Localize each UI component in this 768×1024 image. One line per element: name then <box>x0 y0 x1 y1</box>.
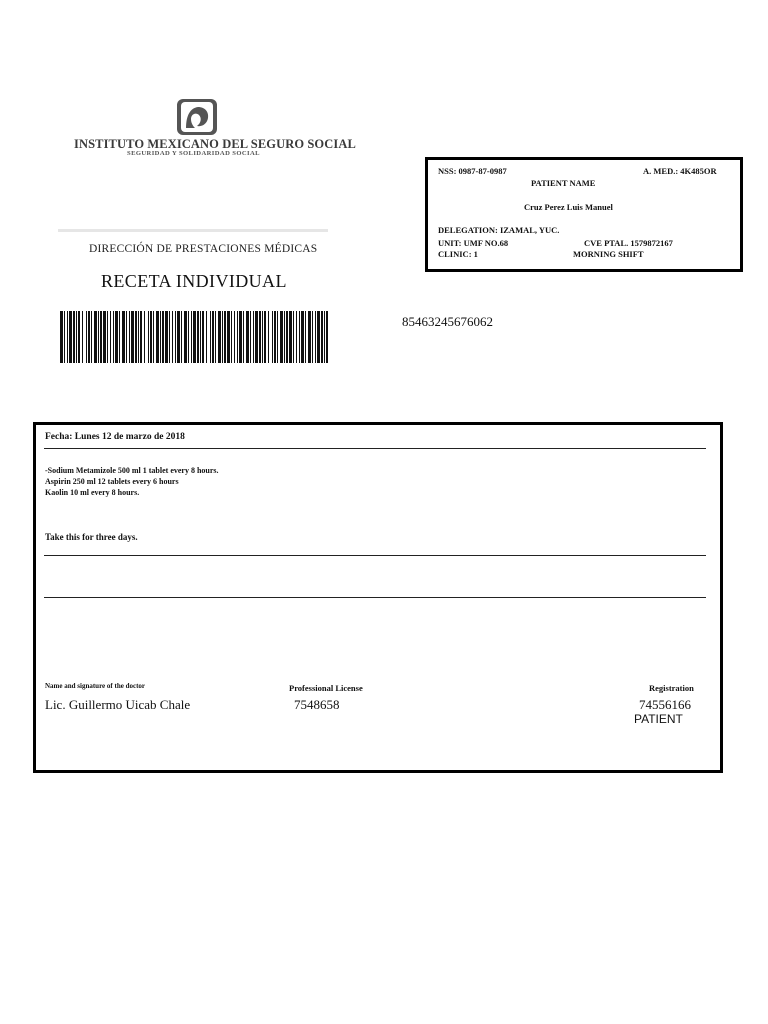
barcode-bar <box>212 311 214 363</box>
barcode-bar <box>165 311 168 363</box>
barcode-bar <box>153 311 154 363</box>
barcode-bar <box>222 311 223 363</box>
barcode-bar <box>103 311 106 363</box>
instructions-underline <box>44 555 706 556</box>
barcode-bar <box>115 311 118 363</box>
barcode-bar <box>69 311 72 363</box>
barcode-bar <box>264 311 266 363</box>
barcode-bar <box>293 311 294 363</box>
license-number: 7548658 <box>294 697 340 712</box>
barcode-bar <box>64 311 65 363</box>
barcode-bar <box>253 311 254 363</box>
barcode-bar <box>78 311 80 363</box>
barcode-bar <box>317 311 320 363</box>
barcode-bar <box>162 311 164 363</box>
registration-number: 74556166 <box>639 697 691 712</box>
barcode-bar <box>60 311 63 363</box>
barcode-bar <box>202 311 204 363</box>
institute-name: INSTITUTO MEXICANO DEL SEGURO SOCIAL <box>74 137 356 151</box>
barcode-bar <box>301 311 304 363</box>
barcode-bar <box>243 311 244 363</box>
barcode-number: 85463245676062 <box>402 314 493 329</box>
institute-subtitle: SEGURIDAD Y SOLIDARIDAD SOCIAL <box>127 150 260 157</box>
barcode-bar <box>215 311 216 363</box>
date-underline <box>44 448 706 449</box>
barcode-bar <box>193 311 196 363</box>
barcode-bar <box>191 311 192 363</box>
barcode-bar <box>326 311 328 363</box>
barcode-bar <box>169 311 170 363</box>
barcode-bar <box>138 311 139 363</box>
barcode-bar <box>181 311 182 363</box>
barcode-bar <box>94 311 97 363</box>
barcode-bar <box>98 311 99 363</box>
barcode-bar <box>246 311 249 363</box>
medication-item: -Sodium Metamizole 500 ml 1 tablet every 8 hours. <box>45 466 219 475</box>
barcode-bar <box>126 311 127 363</box>
barcode-bar <box>188 311 189 363</box>
blank-line <box>44 597 706 598</box>
patient-label: PATIENT <box>634 712 683 726</box>
barcode-bar <box>239 311 242 363</box>
barcode-bar <box>119 311 120 363</box>
registration-label: Registration <box>649 683 694 693</box>
barcode-bar <box>210 311 211 363</box>
barcode-bar <box>129 311 130 363</box>
barcode-bar <box>148 311 149 363</box>
barcode-bar <box>262 311 263 363</box>
header-divider <box>58 229 328 232</box>
barcode-bar <box>140 311 142 363</box>
barcode-bar <box>321 311 323 363</box>
imss-logo <box>176 98 218 136</box>
barcode-bar <box>315 311 316 363</box>
barcode-bar <box>107 311 108 363</box>
barcode-bar <box>296 311 297 363</box>
barcode-bar <box>268 311 269 363</box>
prescription-box <box>33 422 723 773</box>
barcode-bar <box>206 311 207 363</box>
barcode-bar <box>299 311 300 363</box>
patient-name-label: PATIENT NAME <box>531 178 596 188</box>
barcode-bar <box>218 311 221 363</box>
barcode-bar <box>324 311 325 363</box>
barcode-bar <box>82 311 83 363</box>
barcode-bar <box>277 311 278 363</box>
prescription-date: Fecha: Lunes 12 de marzo de 2018 <box>45 432 185 442</box>
barcode-bar <box>312 311 313 363</box>
barcode-bar <box>175 311 176 363</box>
barcode-bar <box>227 311 230 363</box>
prescription-instructions: Take this for three days. <box>45 532 138 542</box>
license-label: Professional License <box>289 683 363 693</box>
barcode-bar <box>274 311 276 363</box>
barcode-bar <box>100 311 102 363</box>
barcode-bar <box>88 311 90 363</box>
barcode-bar <box>280 311 283 363</box>
barcode-bar <box>231 311 232 363</box>
clinic-field: CLINIC: 1 <box>438 249 478 259</box>
barcode-bar <box>144 311 145 363</box>
barcode-bar <box>250 311 251 363</box>
barcode-bar <box>286 311 288 363</box>
barcode-bar <box>135 311 137 363</box>
barcode-bar <box>160 311 161 363</box>
barcode-bar <box>234 311 235 363</box>
nss-field: NSS: 0987-87-0987 <box>438 166 507 176</box>
patient-name: Cruz Perez Luis Manuel <box>524 202 613 212</box>
patient-card <box>425 157 743 272</box>
unit-field: UNIT: UMF NO.68 <box>438 238 509 248</box>
direction-title: DIRECCIÓN DE PRESTACIONES MÉDICAS <box>89 243 318 255</box>
barcode-bar <box>86 311 87 363</box>
barcode-bar <box>272 311 273 363</box>
doctor-signature-label: Name and signature of the doctor <box>45 682 146 690</box>
barcode-bar <box>122 311 125 363</box>
barcode-bar <box>113 311 114 363</box>
barcode-bar <box>255 311 258 363</box>
barcode-bar <box>184 311 187 363</box>
delegation-field: DELEGATION: IZAMAL, YUC. <box>438 225 560 235</box>
barcode-bar <box>237 311 238 363</box>
cve-ptal-field: CVE PTAL. 1579872167 <box>584 238 673 248</box>
barcode-bar <box>259 311 261 363</box>
barcode-bar <box>289 311 292 363</box>
barcode-bar <box>150 311 152 363</box>
barcode-bar <box>305 311 306 363</box>
shift-field: MORNING SHIFT <box>573 249 644 259</box>
barcode-bar <box>73 311 75 363</box>
barcode-bar <box>67 311 68 363</box>
barcode-bar <box>284 311 285 363</box>
barcode <box>60 311 330 363</box>
doctor-name: Lic. Guillermo Uicab Chale <box>45 697 191 712</box>
barcode-bar <box>197 311 199 363</box>
barcode-bar <box>131 311 134 363</box>
barcode-bar <box>172 311 173 363</box>
barcode-bar <box>308 311 311 363</box>
barcode-bar <box>200 311 201 363</box>
barcode-bar <box>91 311 92 363</box>
barcode-bar <box>224 311 226 363</box>
medication-item: Aspirin 250 ml 12 tablets every 6 hours <box>45 477 179 486</box>
barcode-bar <box>177 311 180 363</box>
barcode-bar <box>110 311 111 363</box>
a-med-field: A. MED.: 4K485OR <box>643 166 717 176</box>
document-title: RECETA INDIVIDUAL <box>101 271 287 291</box>
barcode-bar <box>76 311 77 363</box>
barcode-bar <box>156 311 159 363</box>
medication-item: Kaolin 10 ml every 8 hours. <box>45 488 140 497</box>
